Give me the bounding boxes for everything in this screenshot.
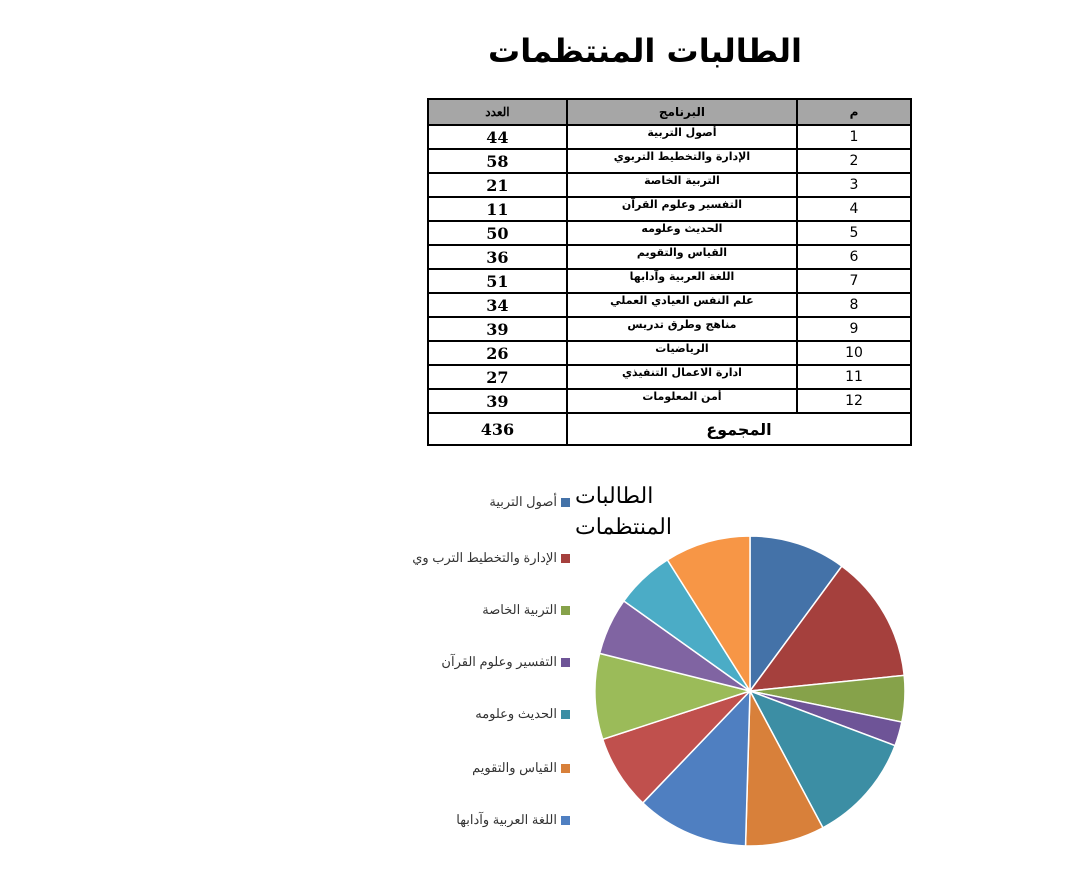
- total-label: المجموع: [567, 413, 911, 445]
- table-row: [428, 197, 911, 221]
- table-row: [428, 269, 911, 293]
- legend-label: اللغة العربية وآدابها: [456, 812, 557, 827]
- row-program: الإدارة والتخطيط التربوي: [567, 149, 797, 173]
- row-program: أصول التربية: [567, 125, 797, 149]
- chart-title: الطالبات المنتظمات: [575, 483, 672, 539]
- row-index: 5: [797, 221, 911, 245]
- row-count: 36: [428, 245, 567, 269]
- table-row: [428, 221, 911, 245]
- row-index: 1: [797, 125, 911, 149]
- row-count: 21: [428, 173, 567, 197]
- row-count: 34: [428, 293, 567, 317]
- pie-chart: [560, 520, 940, 860]
- row-program: القياس والتقويم: [567, 245, 797, 269]
- row-count: 26: [428, 341, 567, 365]
- row-index: 12: [797, 389, 911, 413]
- row-program: التفسير وعلوم القرآن: [567, 197, 797, 221]
- legend-item: [400, 810, 570, 830]
- row-count: 50: [428, 221, 567, 245]
- row-count: 44: [428, 125, 567, 149]
- table-header-row: [428, 99, 911, 125]
- table-row: [428, 125, 911, 149]
- header-index: م: [797, 99, 911, 125]
- row-program: الرياضيات: [567, 341, 797, 365]
- row-program: مناهج وطرق تدريس: [567, 317, 797, 341]
- legend-label: التربية الخاصة: [482, 602, 557, 617]
- row-program: الحديث وعلومه: [567, 221, 797, 245]
- legend-item: [400, 758, 570, 778]
- legend-item: [400, 492, 570, 512]
- row-count: 51: [428, 269, 567, 293]
- row-count: 27: [428, 365, 567, 389]
- legend-label: التفسير وعلوم القرآن: [441, 654, 557, 669]
- header-count: العدد: [428, 99, 567, 125]
- table-row: [428, 149, 911, 173]
- row-count: 11: [428, 197, 567, 221]
- row-program: علم النفس العيادي العملي: [567, 293, 797, 317]
- legend-label: القياس والتقويم: [472, 760, 557, 775]
- table-row: [428, 341, 911, 365]
- table-row: [428, 245, 911, 269]
- row-count: 39: [428, 317, 567, 341]
- row-program: التربية الخاصة: [567, 173, 797, 197]
- row-index: 7: [797, 269, 911, 293]
- row-index: 4: [797, 197, 911, 221]
- total-value: 436: [428, 413, 567, 445]
- row-index: 10: [797, 341, 911, 365]
- table-row: [428, 389, 911, 413]
- row-index: 3: [797, 173, 911, 197]
- legend-label: الحديث وعلومه: [475, 706, 557, 721]
- table-row: [428, 365, 911, 389]
- legend-item: [400, 652, 570, 672]
- legend-item: [400, 600, 570, 620]
- row-index: 8: [797, 293, 911, 317]
- document-title: الطالبات المنتظمات: [488, 32, 802, 70]
- legend-item: [400, 548, 570, 568]
- row-count: 58: [428, 149, 567, 173]
- students-table: [427, 98, 912, 446]
- row-index: 2: [797, 149, 911, 173]
- legend-label: الإدارة والتخطيط الترب وي: [412, 550, 557, 565]
- total-row: [428, 413, 911, 445]
- header-program: البرنامج: [567, 99, 797, 125]
- row-program: ادارة الاعمال التنفيذي: [567, 365, 797, 389]
- row-program: اللغة العربية وآدابها: [567, 269, 797, 293]
- table-row: [428, 293, 911, 317]
- row-count: 39: [428, 389, 567, 413]
- table-row: [428, 317, 911, 341]
- table-row: [428, 173, 911, 197]
- row-index: 6: [797, 245, 911, 269]
- legend-label: أصول التربية: [489, 494, 557, 509]
- legend-item: [400, 704, 570, 724]
- legend-swatch: [561, 498, 570, 507]
- row-program: أمن المعلومات: [567, 389, 797, 413]
- row-index: 9: [797, 317, 911, 341]
- row-index: 11: [797, 365, 911, 389]
